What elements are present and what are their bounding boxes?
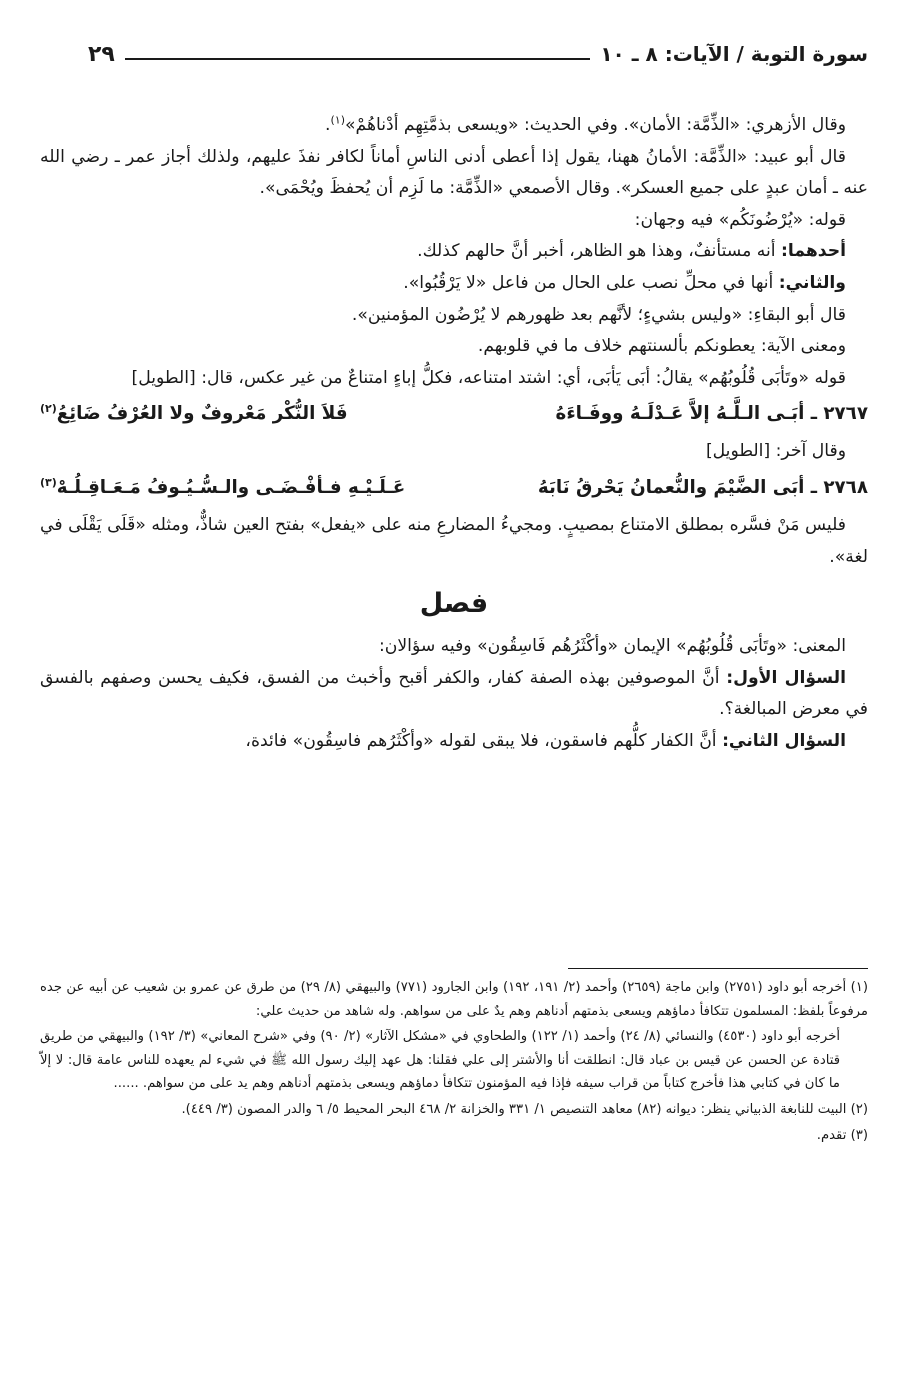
footnote-3: (٣) تقدم. [816,1127,868,1143]
label-question-two: السؤال الثاني: [722,730,846,751]
footnote-1: (١) أخرجه أبو داود (٢٧٥١) وابن ماجة (٢٦٥٩) وأحمد (٢/ ١٩١، ١٩٢) وابن الجارود (٧٧١) والبيهقي (٨/ ٢٩) من طرق عن عمرو بن شعيب عن أبيه عن جده مرفوعاً بلفظ: المسلمون تتكافأ دماؤهم ويسعى بذمتهم أدناهم وهم يدٌ على من سواهم. وله شاهد من حديث علي: [40,980,868,1019]
section-heading: فصل [419,588,489,620]
footnote-2-number: (٢) [850,1101,868,1117]
paragraph-another-said: وقال آخر: [الطويل] [705,441,846,462]
verse-2767 [40,396,868,432]
header-rule [125,58,590,60]
footnotes [40,976,868,1149]
verse-2768 [40,470,868,506]
page-number: ٢٩ [88,41,115,67]
paragraph-meaning-two-questions: المعنى: «وتَأبَى قُلُوبُهُم» الإيمان «وأكْثَرُهُم فَاسِقُون» وفيه سؤالان: [378,636,846,657]
surah-title: سورة التوبة / الآيات: ٨ ـ ١٠ [600,42,868,66]
paragraph-yurdunakum: قوله: «يُرْضُونَكُم» فيه وجهان: [634,209,846,230]
paragraph-azhari: وقال الأزهري: «الذِّمَّة: الأمان». وفي الحديث: «ويسعى بذمَّتِهِم أدْناهُمْ»$^{(١)}$. [325,113,846,135]
paragraph-abu-ubaid: قال أبو عبيد: «الذِّمَّة: الأمانُ ههنا، يقول إذا أعطى أدنى الناسِ أماناً لكافر نفذَ عليهم، ولذلك أجاز عمر ـ رضي الله عنه ـ أمان عبدٍ على جميع العسكر». وقال الأصمعي «الذِّمَّة: ما لَزِم أن يُحفظَ ويُحْمَى». [40,146,868,199]
paragraph-second-aspect: والثاني: أنها في محلِّ نصب على الحال من فاعل «لا يَرْقُبُوا». [403,272,846,293]
footnote-3-number: (٣) [850,1127,868,1143]
verse-2767-second-hemistich: فَلاَ النُّكْر مَعْروفٌ ولا العُرْفُ ضَائِعُ$^{(٢)}$ [40,402,348,425]
label-first: أحدهما: [781,241,846,262]
main-text [40,110,868,758]
paragraph-abu-baqa: قال أبو البقاءِ: «وليس بشيءٍ؛ لأنَّهم بعد ظهورهم لا يُرْضُون المؤمنين». [351,304,846,325]
paragraph-first-aspect: أحدهما: أنه مستأنفٌ، وهذا هو الظاهر، أخبر أنَّ حالهم كذلك. [417,241,846,262]
verse-2768-first-hemistich: ٢٧٦٨ ـ أبَى الضَّيْمَ والنُّعمانُ يَحْرقُ نَابَهُ [537,476,868,498]
verse-2768-second-hemistich: عَـلَـيْـهِ فـأفْـضَـى والـسُّـيُـوفُ مَـعَـاقِـلُـهْ$^{(٣)}$ [40,475,406,498]
verse-2767-first-hemistich: ٢٧٦٧ ـ أبَـى الـلَّـهُ إلاَّ عَـدْلَـهُ ووفَـاءَهُ [555,403,868,425]
paragraph-meaning: ومعنى الآية: يعطونكم بألسنتهم خلاف ما في قلوبهم. [477,336,846,357]
label-question-one: السؤال الأول: [726,667,846,688]
paragraph-question-two: السؤال الثاني: أنَّ الكفار كلُّهم فاسقون، فلا يبقى لقوله «وأكْثَرُهم فاسِقُون» فائدة، [245,730,846,751]
running-header [88,38,868,70]
footnote-2: (٢) البيت للنابغة الذبياني ينظر: ديوانه (٨٢) معاهد التنصيص ١/ ٣٣١ والخزانة ٢/ ٤٦٨ البحر المحيط ٥/ ٦ والدر المصون (٣/ ٤٤٩). [181,1101,868,1117]
paragraph-interpretation: فليس مَنْ فسَّره بمطلق الامتناع بمصيبٍ. ومجيءُ المضارعِ منه على «يفعل» بفتح العين شاذٌّ، ومثله «قَلَى يَقْلَى في لغة». [40,514,868,567]
paragraph-question-one: السؤال الأول: أنَّ الموصوفين بهذه الصفة كفار، والكفر أقبح وأخبث من الفسق، فكيف يحسن وصفهم بالفسق في معرض المبالغة؟. [40,667,868,720]
footnote-ref-3[interactable]: (٣) [40,475,57,489]
footnote-ref-1[interactable]: (١) [330,113,345,127]
paragraph-taba: قوله «وتَأبَى قُلُوبُهُم» يقالُ: أبَى يَأبَى، أي: اشتد امتناعه، فكلُّ إباءٍ امتناعٌ من غير عكس، قال: [الطويل] [131,367,846,388]
footnote-ref-2[interactable]: (٢) [40,402,57,416]
footnote-1-number: (١) [850,980,868,995]
footnote-1-continuation: أخرجه أبو داود (٤٥٣٠) والنسائي (٨/ ٢٤) وأحمد (١/ ١٢٢) والطحاوي في «مشكل الآثار» (٢/ ٩٠) وفي «شرح المعاني» (٣/ ١٩٢) والبيهقي من طريق قتادة عن الحسن عن قيس بن عباد قال: انطلقت أنا والأشتر إلى علي فقلنا: هل عهد إليك رسول الله ﷺ في شيء لم يعهده للناس عامة قال: لا إلاّ ما كان في كتابي هذا فأخرج كتاباً من قراب سيفه فإذا فيه المؤمنون تتكافأ دماؤهم ويسعى بذمتهم أدناهم وهم يد على من سواهم. ...... [40,1029,841,1092]
footnote-separator [568,968,868,969]
label-second: والثاني: [778,272,846,293]
